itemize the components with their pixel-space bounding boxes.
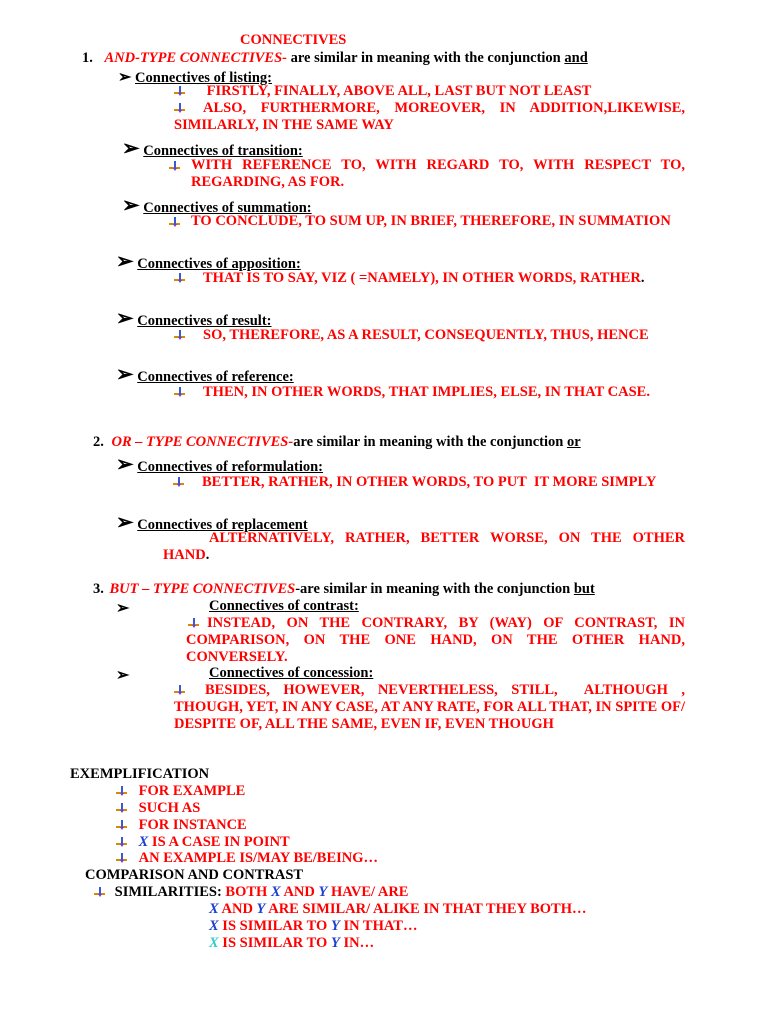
arrow-bullet-icon: ➢	[116, 362, 134, 386]
result-item	[174, 327, 685, 344]
subheading-label: Connectives of result:	[137, 313, 272, 329]
pushpin-bullet-icon	[173, 477, 184, 487]
subheading-label: Connectives of apposition:	[137, 256, 301, 272]
list-item-text: FIRSTLY, FINALLY, ABOVE ALL, LAST BUT NOT LEAST	[206, 83, 592, 99]
contrast-item	[186, 615, 685, 666]
replacement-item	[163, 530, 685, 564]
variable-y: Y	[256, 901, 266, 917]
arrow-bullet-icon: ➢	[116, 667, 130, 684]
arrow-bullet-icon: ➢	[116, 510, 134, 534]
section-type: BUT – TYPE CONNECTIVES	[109, 581, 296, 597]
pushpin-bullet-icon	[169, 217, 180, 227]
list-item-text: BETTER, RATHER, IN OTHER WORDS, TO PUT IT MORE SIMPLY	[202, 474, 657, 490]
list-item-text: THAT IS TO SAY, VIZ ( =NAMELY), IN OTHER WORDS, RATHER	[203, 270, 641, 286]
arrow-bullet-icon: ➢	[116, 600, 130, 617]
similarity-phrase	[209, 918, 417, 935]
apposition-item	[174, 270, 685, 287]
pushpin-bullet-icon	[116, 853, 127, 863]
variable-x: X	[138, 834, 149, 850]
concession-heading	[116, 665, 374, 685]
section-description: are similar in meaning with the conjunction	[293, 434, 567, 450]
section-number: 3.	[93, 581, 104, 597]
reference-item	[174, 384, 685, 401]
page-title: CONNECTIVES	[240, 32, 347, 48]
list-item-text: IS A CASE IN POINT	[148, 834, 290, 850]
pushpin-bullet-icon	[116, 820, 127, 830]
phrase-text: IS SIMILAR TO	[218, 935, 331, 951]
listing-item	[174, 100, 685, 134]
exemplification-item	[116, 817, 247, 834]
section-type: AND-TYPE CONNECTIVES-	[104, 50, 287, 66]
both-word: BOTH	[225, 884, 271, 900]
arrow-bullet-icon: ➢	[116, 306, 134, 330]
pushpin-bullet-icon	[174, 387, 185, 397]
concession-item	[174, 682, 689, 733]
reformulation-item	[163, 474, 685, 491]
variable-x: X	[209, 901, 219, 917]
similarities-label: SIMILARITIES:	[114, 884, 226, 900]
exemplification-heading: EXEMPLIFICATION	[70, 766, 210, 782]
section-description: -are similar in meaning with the conjunction	[295, 581, 574, 597]
subheading-label: Connectives of transition:	[143, 143, 303, 159]
subheading-label: Connectives of concession:	[209, 665, 374, 681]
pushpin-bullet-icon	[174, 103, 185, 113]
pushpin-bullet-icon	[116, 786, 127, 796]
section-but-heading	[93, 581, 595, 598]
variable-x: X	[209, 935, 219, 951]
transition-item	[169, 157, 685, 191]
variable-y: Y	[330, 935, 340, 951]
similarity-phrase	[209, 901, 587, 918]
comparison-heading: COMPARISON AND CONTRAST	[85, 867, 304, 883]
section-number: 1.	[82, 50, 93, 66]
list-item-text: AN EXAMPLE IS/MAY BE/BEING…	[138, 850, 379, 866]
and-word: AND	[218, 901, 257, 917]
section-conjunction: but	[573, 581, 595, 597]
list-item-text: FOR INSTANCE	[138, 817, 247, 833]
variable-x: X	[209, 918, 219, 934]
section-type: OR – TYPE CONNECTIVES-	[111, 434, 294, 450]
and-word: AND	[280, 884, 319, 900]
listing-item	[174, 83, 591, 100]
subheading-label: Connectives of listing:	[135, 70, 272, 86]
subheading-label: Connectives of replacement	[137, 517, 308, 533]
list-item-text: THEN, IN OTHER WORDS, THAT IMPLIES, ELSE, IN THAT CASE.	[203, 384, 650, 400]
pushpin-bullet-icon	[116, 803, 127, 813]
pushpin-bullet-icon	[174, 685, 185, 695]
section-conjunction: or	[566, 434, 581, 450]
list-item-text: ALTERNATIVELY, RATHER, BETTER WORSE, ON THE OTHER HAND	[163, 530, 685, 563]
pushpin-bullet-icon	[174, 330, 185, 340]
list-item-text: FOR EXAMPLE	[138, 783, 246, 799]
section-number: 2.	[93, 434, 104, 450]
section-and-heading	[82, 50, 588, 67]
section-or-heading	[93, 434, 581, 451]
subheading-label: Connectives of contrast:	[209, 598, 359, 614]
list-item-text: SUCH AS	[138, 800, 201, 816]
arrow-bullet-icon: ➢	[118, 69, 132, 86]
section-description: are similar in meaning with the conjunction	[286, 50, 565, 66]
section-conjunction: and	[564, 50, 588, 66]
list-item-text: BESIDES, HOWEVER, NEVERTHELESS, STILL, ALTHOUGH , THOUGH, YET, IN ANY CASE, AT ANY RATE, FOR ALL THAT, IN SPITE OF/ DESPITE OF, ALL THE SAME, EVEN IF, EVEN THOUGH	[174, 682, 689, 732]
phrase-text: IN…	[339, 935, 375, 951]
have-are-text: HAVE/ ARE	[327, 884, 409, 900]
exemplification-item	[116, 850, 378, 867]
arrow-bullet-icon: ➢	[122, 136, 140, 160]
subheading-label: Connectives of summation:	[143, 200, 312, 216]
list-item-text: SO, THEREFORE, AS A RESULT, CONSEQUENTLY, THUS, HENCE	[203, 327, 649, 343]
pushpin-bullet-icon	[116, 837, 127, 847]
pushpin-bullet-icon	[169, 161, 180, 171]
list-item-punctuation: .	[205, 547, 210, 563]
summation-item	[169, 213, 685, 230]
subheading-label: Connectives of reference:	[137, 369, 294, 385]
exemplification-item	[116, 783, 245, 800]
list-item-text: TO CONCLUDE, TO SUM UP, IN BRIEF, THEREFORE, IN SUMMATION	[191, 213, 671, 229]
subheading-label: Connectives of reformulation:	[137, 459, 324, 475]
pushpin-bullet-icon	[94, 887, 105, 897]
arrow-bullet-icon: ➢	[116, 249, 134, 273]
exemplification-item	[116, 800, 200, 817]
list-item-text: WITH REFERENCE TO, WITH REGARD TO, WITH RESPECT TO, REGARDING, AS FOR.	[191, 157, 685, 190]
pushpin-bullet-icon	[174, 273, 185, 283]
pushpin-bullet-icon	[174, 86, 185, 96]
list-item-text: ALSO, FURTHERMORE, MOREOVER, IN ADDITION,LIKEWISE, SIMILARLY, IN THE SAME WAY	[174, 100, 685, 133]
list-item-text: INSTEAD, ON THE CONTRARY, BY (WAY) OF CONTRAST, IN COMPARISON, ON THE ONE HAND, ON THE OTHER HAND, CONVERSELY.	[186, 615, 685, 665]
phrase-text: ARE SIMILAR/ ALIKE IN THAT THEY BOTH…	[265, 901, 587, 917]
variable-y: Y	[318, 884, 328, 900]
exemplification-item	[116, 834, 290, 851]
arrow-bullet-icon: ➢	[116, 452, 134, 476]
variable-y: Y	[330, 918, 340, 934]
similarities-line	[94, 884, 408, 901]
variable-x: X	[270, 884, 281, 900]
phrase-text: IN THAT…	[339, 918, 418, 934]
list-item-punctuation: .	[640, 270, 645, 286]
pushpin-bullet-icon	[188, 618, 199, 628]
contrast-heading	[116, 598, 359, 618]
similarity-phrase	[209, 935, 374, 952]
arrow-bullet-icon: ➢	[122, 193, 140, 217]
phrase-text: IS SIMILAR TO	[218, 918, 331, 934]
